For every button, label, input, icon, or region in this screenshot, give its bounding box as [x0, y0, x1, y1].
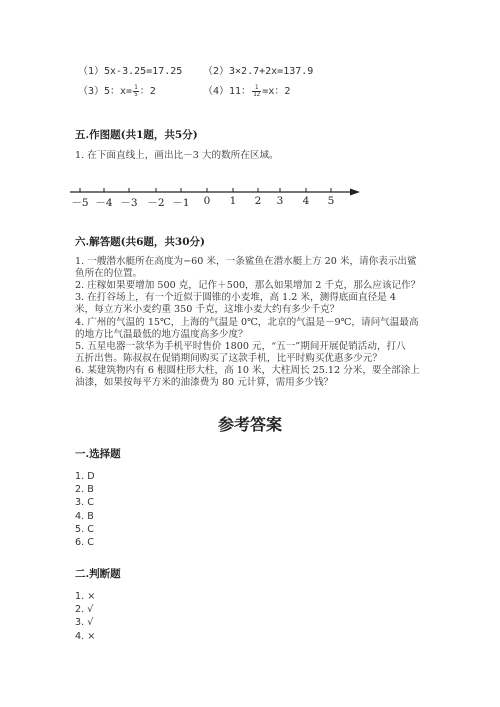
section-6-line: 3. 在打谷场上，有一个近似于圆锥的小麦堆，高 1.2 米，测得底面直径是 4 [75, 292, 396, 304]
number-line-label: 3 [276, 195, 284, 207]
equation-3-numerator: 1 [134, 83, 138, 91]
number-line-label: －2 [147, 197, 165, 209]
section-6-line: 米，每立方米小麦约重 350 千克，这堆小麦大约有多少千克？ [75, 304, 340, 316]
section-6-line: 4. 广州的气温的 15℃，上海的气温是 0℃，北京的气温是－9℃，请问气温最高 [75, 316, 419, 328]
number-line-label: 5 [327, 195, 335, 207]
equation-3-post: ：2 [139, 86, 156, 97]
number-line-label: 0 [203, 195, 211, 207]
equation-4-denominator: 12 [253, 90, 261, 98]
equation-4-pre: （4）11： [203, 86, 252, 97]
section-6-line: 5. 五星电器一款华为手机平时售价 1800 元，“五一”期间开展促销活动，打八 [75, 340, 406, 352]
equation-3-pre: （3）5：x= [78, 86, 133, 97]
section-6-line: 五折出售。陈叔叔在促销期间购买了这款手机，比平时购买优惠多少元？ [75, 352, 382, 364]
section-6-line: 油漆，如果按每平方米的油漆费为 80 元计算，需用多少钱？ [75, 377, 334, 388]
number-line-label: 2 [254, 195, 262, 207]
judge-answer-item: 1. × [75, 591, 96, 602]
judge-answer-item: 4. × [75, 630, 96, 642]
section-6-line: 的地方比气温最低的地方温度高多少度？ [75, 328, 248, 340]
section-6-line: 1. 一艘潜水艇所在高度为−60 米，一条鲨鱼在潜水艇上方 20 米，请你表示出鲨 [75, 256, 417, 267]
equation-1: （1）5x-3.25=17.25 [78, 66, 183, 77]
number-line-label: 1 [229, 195, 237, 207]
judge-answer-item: 2. √ [75, 604, 94, 616]
section-5-question-1: 1. 在下面直线上，画出比－3 大的数所在区域。 [75, 150, 279, 161]
equation-4-post: =x：2 [262, 86, 291, 97]
section-5-heading: 五.作图题(共1题，共5分) [75, 129, 198, 141]
equation-4-numerator: 1 [252, 85, 261, 92]
choice-answer-item: 6. C [75, 537, 94, 548]
section-6-line: 6. 某建筑物内有 6 根圆柱形大柱，高 10 米，大柱周长 25.12 分米，要全部涂上 [75, 364, 420, 376]
equation-3-denominator: 5 [134, 90, 138, 98]
judge-answer-item: 3. √ [75, 617, 94, 629]
choice-heading: 一.选择题 [75, 448, 121, 460]
choice-answer-item: 5. C [75, 523, 94, 535]
section-6-line: 2. 庄稼如果要增加 500 克，记作＋500，那么如果增加 2 千克，那么应该记作？ [75, 280, 421, 292]
answers-title: 参考答案 [217, 415, 282, 434]
number-line-label: －1 [172, 197, 190, 209]
section-6-line: 鱼所在的位置。 [75, 268, 143, 280]
number-line-label: 4 [302, 195, 310, 207]
section-6-heading: 六.解答题(共6题，共30分) [75, 236, 206, 248]
number-line-label: －4 [95, 197, 113, 209]
number-line-label: －5 [71, 197, 89, 209]
choice-answer-item: 1. D [75, 471, 95, 482]
choice-answer-item: 2. B [75, 484, 94, 496]
judge-heading: 二.判断题 [75, 568, 121, 580]
number-line-label: －3 [120, 197, 138, 209]
number-line-arrow-icon [350, 189, 360, 196]
equation-2: （2）3×2.7+2x=137.9 [203, 66, 314, 77]
choice-answer-item: 4. B [75, 510, 94, 522]
choice-answer-item: 3. C [75, 497, 94, 509]
